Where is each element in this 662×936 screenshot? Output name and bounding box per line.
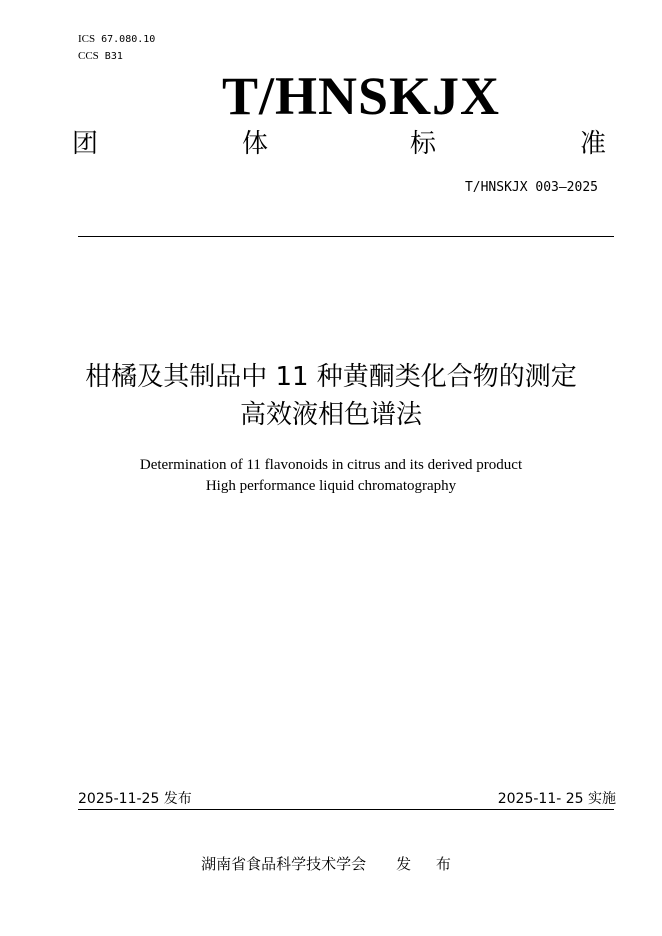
header-divider (78, 236, 614, 237)
implement-date: 2025-11- 25 实施 (497, 791, 616, 807)
document-number: T/HNSKJX 003—2025 (464, 180, 598, 195)
standard-brand: T/HNSKJX (221, 66, 501, 126)
english-title-line-1: Determination of 11 flavonoids in citrus and its derived product (139, 457, 523, 473)
chinese-title-line-1: 柑橘及其制品中 11 种黄酮类化合物的测定 (85, 362, 577, 392)
english-title-line-2: High performance liquid chromatography (205, 478, 457, 494)
ccs-label: CCS (78, 50, 99, 62)
category-char-4: 准 (580, 129, 607, 159)
ccs-code: B31 (104, 51, 123, 62)
ccs-line (78, 49, 123, 64)
category-char-2: 体 (242, 129, 269, 159)
publisher-name: 湖南省食品科学技术学会 (201, 855, 367, 873)
ics-label: ICS (78, 33, 96, 45)
category-char-1: 团 (72, 129, 99, 159)
chinese-title-line-2: 高效液相色谱法 (239, 400, 422, 430)
footer-divider (78, 809, 614, 810)
publisher-line (0, 854, 662, 874)
ics-code: 67.080.10 (101, 34, 156, 45)
publish-action: 发 布 (396, 855, 461, 873)
publish-date: 2025-11-25 发布 (78, 791, 192, 807)
ics-line (78, 32, 155, 47)
category-char-3: 标 (410, 129, 437, 159)
